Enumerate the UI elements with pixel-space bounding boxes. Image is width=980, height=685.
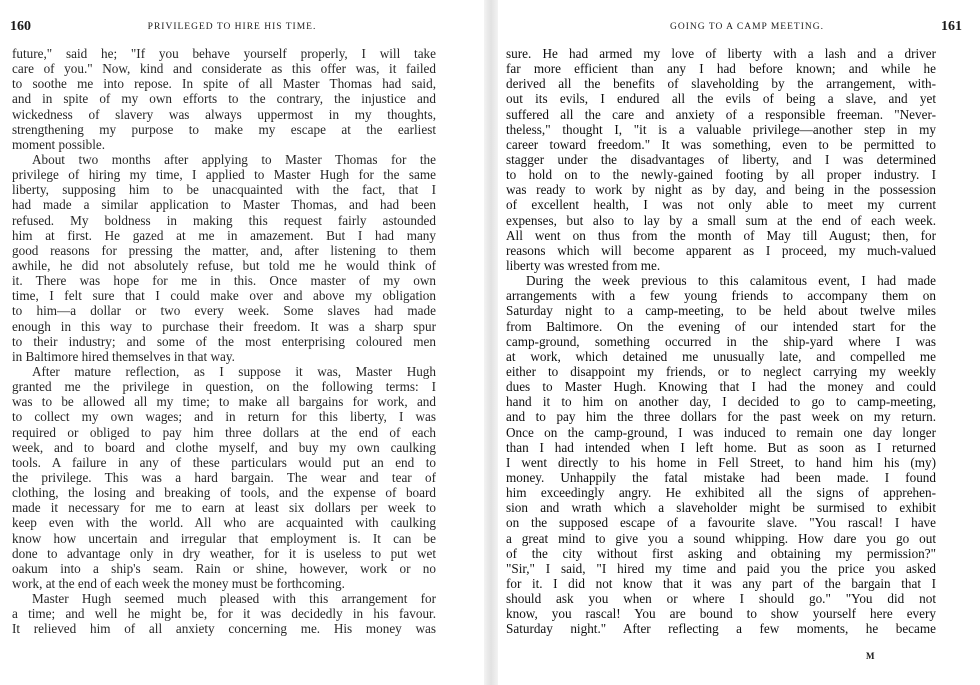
text-line: sion and wrath which a slaveholder might be surmised to exhibit <box>506 500 936 516</box>
text-line: keep even with the world. All who are acquainted with caulking <box>12 515 436 531</box>
text-line: should ask you when or where I should go." "You did not <box>506 591 936 607</box>
text-line: sure. He had armed my love of liberty with a lash and a driver <box>506 46 936 61</box>
text-line: and in spite of my own efforts to the contrary, the injustice and <box>12 91 436 107</box>
text-line: I went directly to his home in Fell Street, to hand him his (my) <box>506 454 936 470</box>
text-line: Master Hugh seemed much pleased with this arrangement for <box>32 591 436 607</box>
text-line: and to pay him the three dollars for the past week on my return. <box>506 409 936 425</box>
text-line: liberty, supposing him to be unacquainted with the fact, that I <box>12 182 436 198</box>
right-page <box>498 0 980 685</box>
text-line: at work, which detained me unusually late, and compelled me <box>506 348 936 364</box>
text-line: oakum into a ship's seam. Rain or shine, however, work or no <box>12 560 436 576</box>
text-line: granted me the privilege in question, on the following terms: I <box>12 379 436 395</box>
text-line: During the week previous to this calamitous event, I had made <box>526 273 936 289</box>
left-page <box>0 0 484 685</box>
page-number: 161 <box>941 19 962 34</box>
text-line: a time; and well he might be, for it was decidedly in his favour. <box>12 606 436 622</box>
text-line: required or obliged to pay him three dollars at the end of each <box>12 424 436 440</box>
text-line: on the supposed escape of a favourite slave. "You rascal! I have <box>506 515 936 531</box>
text-line: than I had intended when I left home. But as soon as I returned <box>506 439 936 455</box>
text-line: from Baltimore. On the evening of our intended start for the <box>506 318 936 334</box>
text-line: After mature reflection, as I suppose it was, Master Hugh <box>32 363 436 379</box>
text-line: stagger under the disadvantages of liberty, and I was determined <box>506 151 936 167</box>
running-head: GOING TO A CAMP MEETING. <box>670 22 824 32</box>
text-line: "Sir," I said, "I hired my time and paid you the price you asked <box>506 560 936 576</box>
right-page-body <box>506 46 936 636</box>
text-line: wickedness of slavery was always uppermost in my thoughts, <box>12 106 436 122</box>
text-line: future," said he; "If you behave yourself properly, I will take <box>12 46 436 61</box>
text-line: Once on the camp-ground, I was induced to remain one day longer <box>506 424 936 440</box>
text-line: time, I felt sure that I could make over and above my obligation <box>12 288 436 304</box>
text-line: arrangements with a few young friends to accompany them on <box>506 288 936 304</box>
text-line: theless," thought I, "it is a valuable privilege—another step in my <box>506 121 936 137</box>
text-line: made it necessary for me to earn at least six dollars per week to <box>12 500 436 516</box>
text-line: of excellent health, I was not only able to meet my current <box>506 197 936 213</box>
text-line: was ready to work by night as by day, and being in the possession <box>506 182 936 198</box>
text-line: money. Unhappily the fatal mistake had been made. I found <box>506 469 936 485</box>
left-page-header <box>10 19 434 42</box>
text-line: him at first. He gazed at me in amazement. But I had many <box>12 227 436 243</box>
text-line: dues to Master Hugh. Knowing that I had the money and could <box>506 379 936 395</box>
text-line: derived all the benefits of slaveholding by the arrangement, with- <box>506 76 936 92</box>
text-line: Saturday night to a camp-meeting, to be held about twelve miles <box>506 303 936 319</box>
text-line: About two months after applying to Master Thomas for the <box>32 151 436 167</box>
text-line: All went on thus from the month of May till August; then, for <box>506 227 936 243</box>
running-head: PRIVILEGED TO HIRE HIS TIME. <box>147 22 317 32</box>
left-page-body <box>12 46 436 636</box>
text-line: moment possible. <box>12 136 106 152</box>
text-line: done to advantage only in dry weather, for it is useless to put wet <box>12 545 436 561</box>
text-line: good reasons for pressing the matter, and, after listening to them <box>12 242 436 258</box>
text-line: suffered all the care and anxiety of a responsible freeman. "Never- <box>506 106 936 122</box>
text-line: It relieved him of all anxiety concerning me. His money was <box>12 621 436 637</box>
text-line: Saturday night." After reflecting a few moments, he became <box>506 621 936 637</box>
text-line: tools. A failure in any of these particulars would put an end to <box>12 454 436 470</box>
text-line: for it. I did not know that it was any part of the bargain that I <box>506 575 936 591</box>
text-line: refused. My boldness in making this request fairly astounded <box>12 212 436 228</box>
text-line: to him—a dollar or two every week. Some slaves had made <box>12 303 436 319</box>
text-line: know, you rascal! You are bound to show yourself here every <box>506 606 936 622</box>
text-line: in Baltimore hired themselves in that way. <box>12 348 235 364</box>
text-line: the privilege. This was a hard bargain. The wear and tear of <box>12 469 436 485</box>
text-line: hand it to him on another day, I decided to go to camp-meeting, <box>506 394 936 410</box>
text-line: far more efficient than any I had before known; and while he <box>506 61 936 77</box>
text-line: of the city without first asking and obtaining my permission?" <box>506 545 936 561</box>
text-line: work, at the end of each week the money must be forthcoming. <box>12 575 345 591</box>
text-line: know how uncertain and irregular that employment is. It can be <box>12 530 436 546</box>
page-number: 160 <box>10 19 31 34</box>
text-line: reasons which will become apparent as I proceed, my much-valued <box>506 242 936 258</box>
text-line: liberty was wrested from me. <box>506 257 661 273</box>
text-line: out its evils, I endured all the evils of being a slave, and yet <box>506 91 936 107</box>
right-page-header <box>532 19 962 42</box>
signature-mark: M <box>866 651 876 661</box>
text-line: camp-ground, something occurred in the ship-yard where I was <box>506 333 936 349</box>
book-gutter <box>484 0 498 685</box>
text-line: him exceedingly angry. He exhibited all the signs of apprehen- <box>506 485 936 501</box>
text-line: strengthening my purpose to make my escape at the earliest <box>12 121 436 137</box>
text-line: had made a similar application to Master Thomas, and had been <box>12 197 436 213</box>
text-line: either to disappoint my friends, or to neglect carrying my weekly <box>506 363 936 379</box>
text-line: awhile, he did not absolutely refuse, but told me he would think of <box>12 257 436 273</box>
text-line: to collect my own wages; and in return for this liberty, I was <box>12 409 436 425</box>
text-line: expenses, but also to lay by a small sum at the end of each week. <box>506 212 936 228</box>
text-line: enough in this way to purchase their freedom. It was a sharp spur <box>12 318 436 334</box>
text-line: a great mind to give you a sound whipping. How dare you go out <box>506 530 936 546</box>
text-line: privilege of hiring my time, I applied to Master Hugh for the same <box>12 167 436 183</box>
text-line: it. There was hope for me in this. Once master of my own <box>12 273 436 289</box>
text-line: to their industry; and some of the most enterprising coloured men <box>12 333 436 349</box>
text-line: care of you." Now, kind and considerate as this offer was, it failed <box>12 61 436 77</box>
text-line: to hold on to the newly-gained footing by all proper industry. I <box>506 167 936 183</box>
text-line: was to be allowed all my time; to make all bargains for work, and <box>12 394 436 410</box>
text-line: week, and to board and clothe myself, and buy my own caulking <box>12 439 436 455</box>
text-line: to soothe me into repose. In spite of all Master Thomas had said, <box>12 76 436 92</box>
text-line: clothing, the losing and breaking of tools, and the expense of board <box>12 485 436 501</box>
text-line: career toward freedom." It was something, even to be permitted to <box>506 136 936 152</box>
